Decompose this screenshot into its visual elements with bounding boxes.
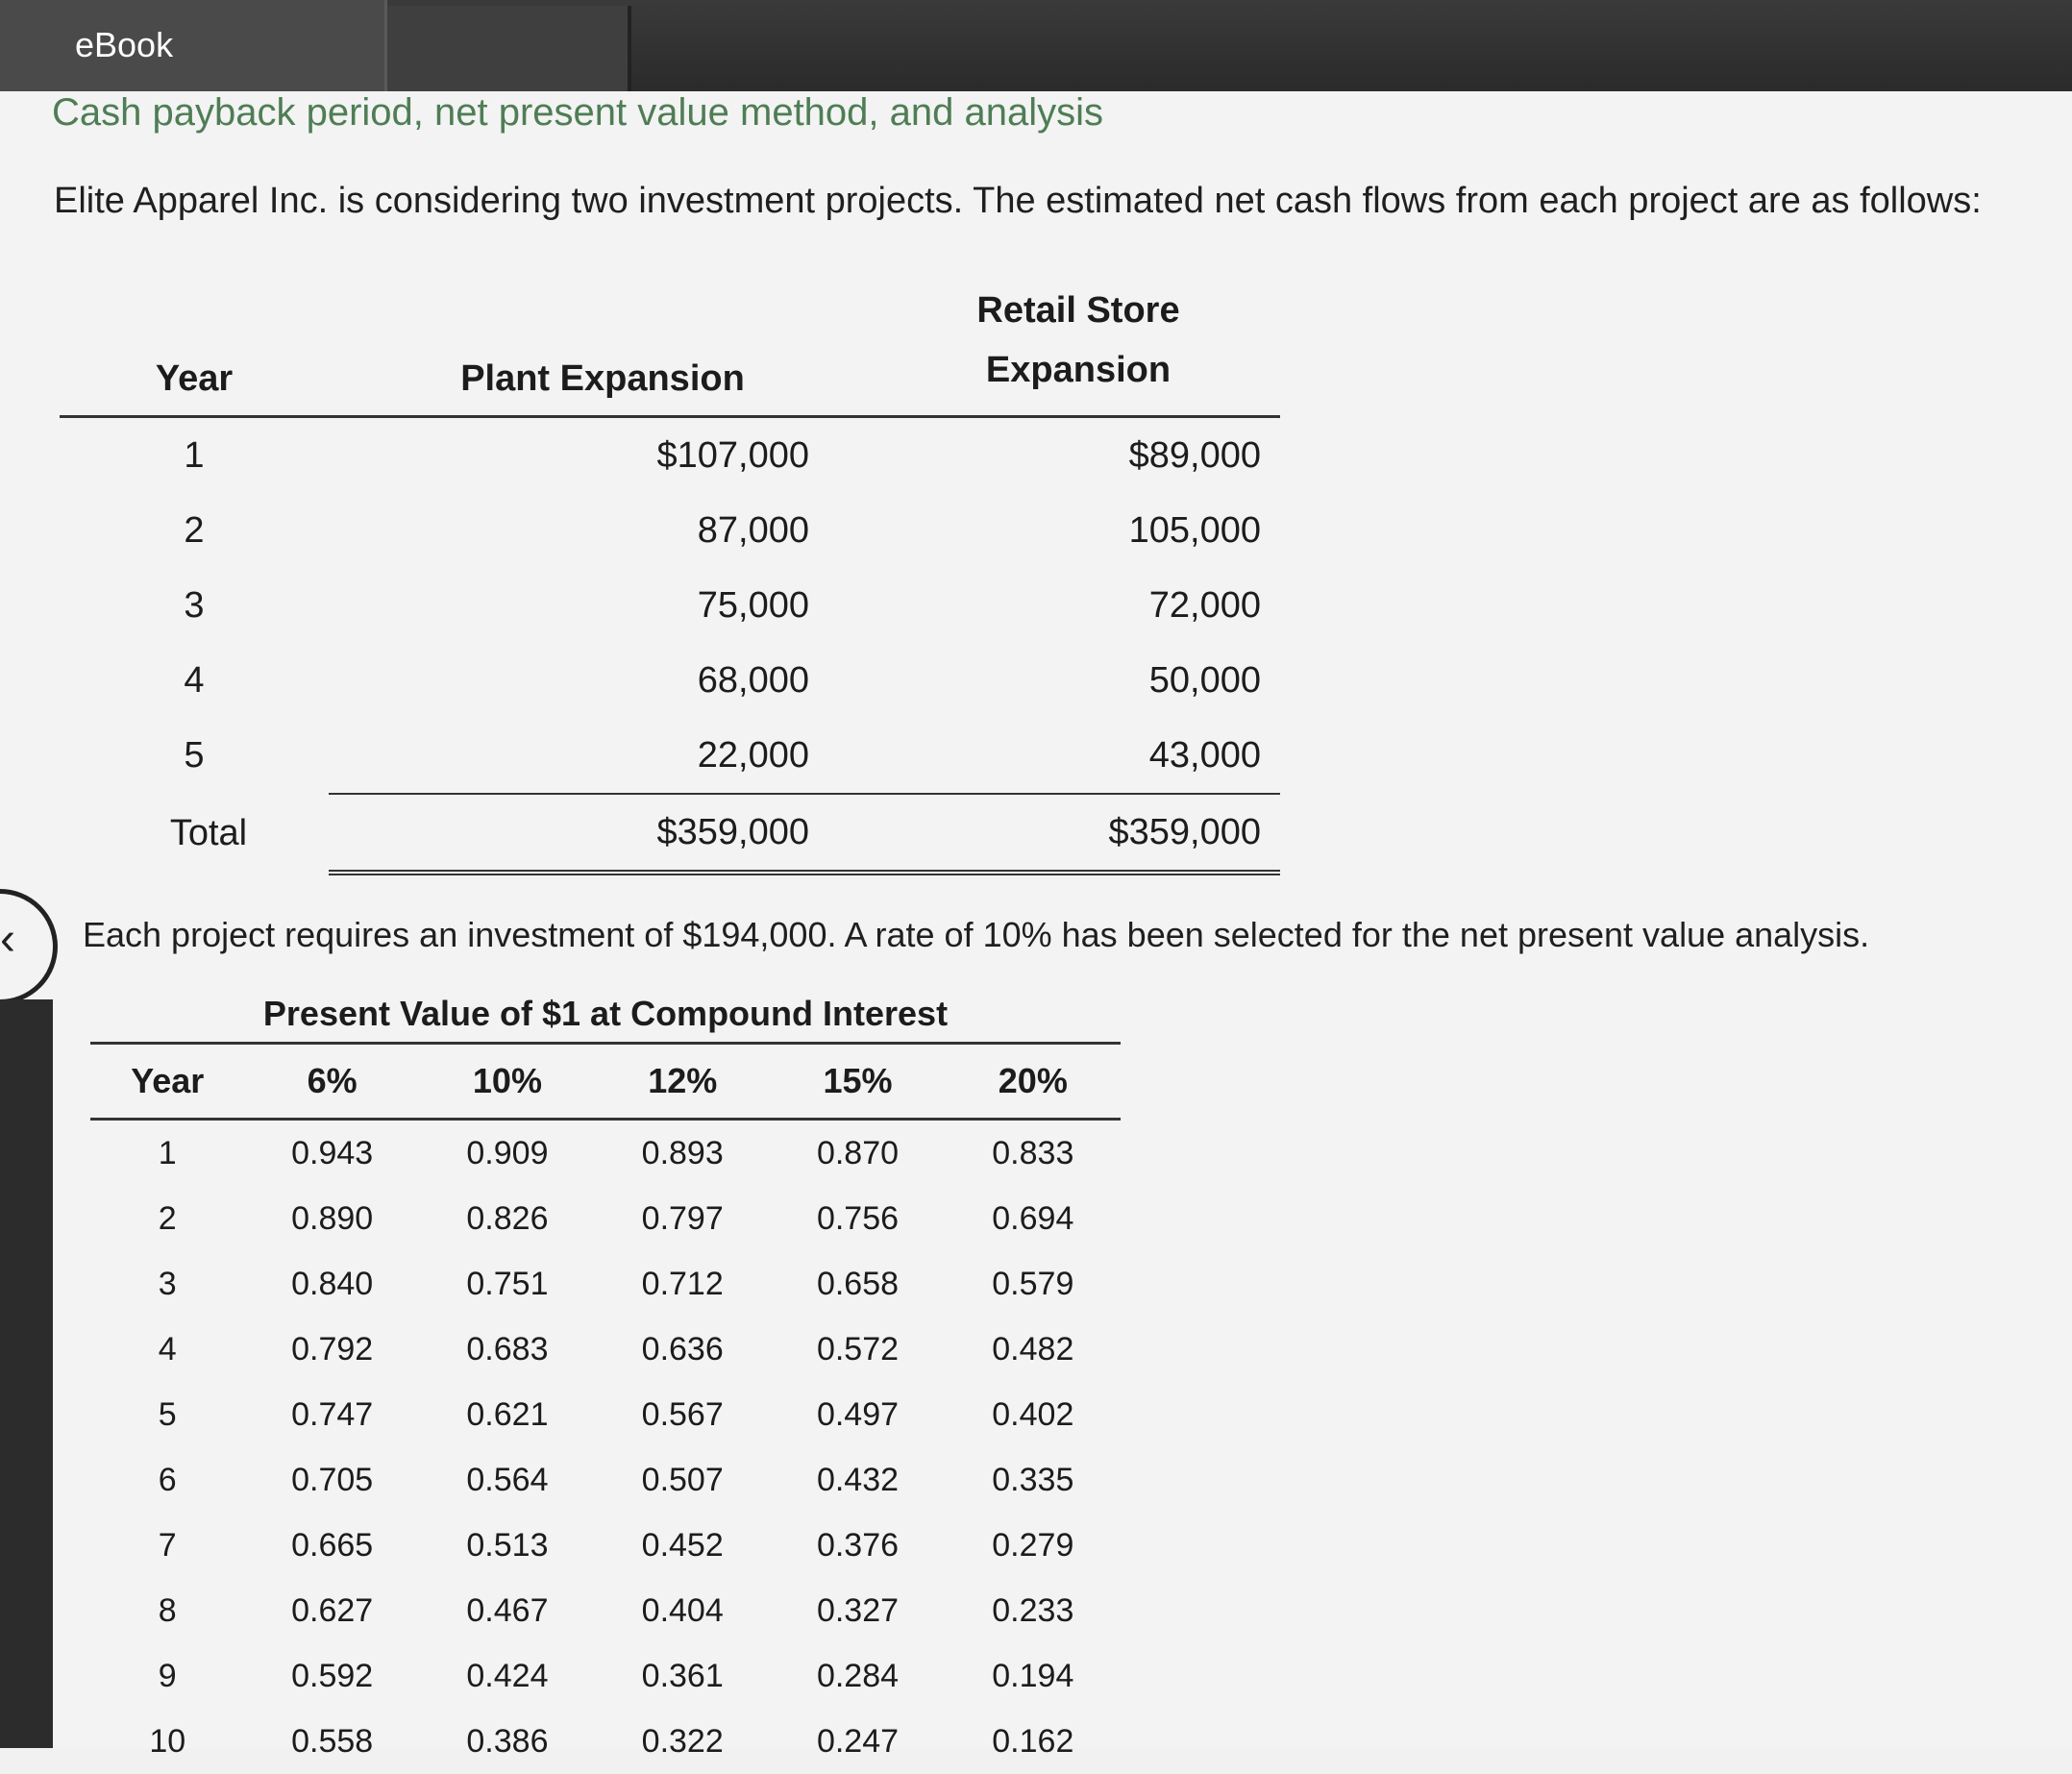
pv-year-cell: 5 <box>158 1395 177 1433</box>
pv-factor-cell: 0.683 <box>466 1330 549 1367</box>
retail-store-expansion-header <box>876 281 1280 417</box>
year-cell: 1 <box>184 434 205 476</box>
plant-expansion-header: Plant Expansion <box>329 281 876 417</box>
total-row <box>60 794 1280 873</box>
pv-factor-cell: 0.432 <box>816 1461 900 1498</box>
problem-intro: Elite Apparel Inc. is considering two investment projects. The estimated net cash flows from each project are as follows: <box>54 181 1982 221</box>
pv-factor-cell: 0.572 <box>816 1330 900 1367</box>
problem-title: Cash payback period, net present value method, and analysis <box>52 91 1104 134</box>
pv-factor-cell: 0.467 <box>466 1591 549 1629</box>
pv-factor-cell: 0.402 <box>992 1395 1074 1433</box>
pv-factor-cell: 0.279 <box>992 1526 1074 1564</box>
pv-factor-cell: 0.482 <box>992 1330 1074 1367</box>
pv-header-15: 15% <box>770 1045 945 1120</box>
left-edge-panel <box>0 999 53 1748</box>
table-row <box>90 1643 1121 1709</box>
pv-year-cell: 10 <box>149 1722 186 1760</box>
year-cell: 5 <box>184 735 205 776</box>
table-row <box>90 1382 1121 1447</box>
plant-cell: 75,000 <box>697 584 809 626</box>
present-value-table-title: Present Value of $1 at Compound Interest <box>90 994 1121 1045</box>
pv-factor-cell: 0.694 <box>992 1199 1074 1237</box>
pv-year-cell: 4 <box>158 1330 177 1367</box>
pv-header-20: 20% <box>946 1045 1121 1120</box>
pv-factor-cell: 0.233 <box>992 1591 1074 1629</box>
table-row <box>90 1447 1121 1513</box>
pv-year-cell: 3 <box>158 1265 177 1302</box>
pv-factor-cell: 0.361 <box>641 1657 724 1694</box>
pv-factor-cell: 0.792 <box>291 1330 374 1367</box>
pv-factor-cell: 0.658 <box>816 1265 900 1302</box>
pv-factor-cell: 0.705 <box>291 1461 374 1498</box>
pv-factor-cell: 0.621 <box>466 1395 549 1433</box>
plant-total: $359,000 <box>329 794 876 873</box>
ebook-tab[interactable] <box>0 0 387 98</box>
pv-factor-cell: 0.327 <box>816 1591 900 1629</box>
pv-year-cell: 9 <box>158 1657 177 1694</box>
table-row <box>60 417 1280 494</box>
year-cell: 4 <box>184 659 205 701</box>
plant-cell: $107,000 <box>656 434 809 476</box>
ebook-tab-label: eBook <box>75 25 174 64</box>
retail-total: $359,000 <box>876 794 1280 873</box>
pv-factor-cell: 0.797 <box>641 1199 724 1237</box>
plant-cell: 87,000 <box>697 509 809 551</box>
present-value-table <box>90 1045 1121 1774</box>
pv-factor-cell: 0.194 <box>992 1657 1074 1694</box>
pv-header-row <box>90 1045 1121 1120</box>
pv-factor-cell: 0.943 <box>291 1134 374 1171</box>
pv-factor-cell: 0.386 <box>466 1722 549 1760</box>
pv-factor-cell: 0.497 <box>816 1395 900 1433</box>
pv-factor-cell: 0.335 <box>992 1461 1074 1498</box>
pv-factor-cell: 0.756 <box>816 1199 900 1237</box>
pv-factor-cell: 0.833 <box>992 1134 1074 1171</box>
pv-factor-cell: 0.636 <box>641 1330 724 1367</box>
pv-factor-cell: 0.376 <box>816 1526 900 1564</box>
pv-factor-cell: 0.840 <box>291 1265 374 1302</box>
table-row <box>90 1186 1121 1251</box>
plant-cell: 22,000 <box>329 718 876 794</box>
table-row <box>60 718 1280 794</box>
pv-factor-cell: 0.712 <box>641 1265 724 1302</box>
pv-factor-cell: 0.890 <box>291 1199 374 1237</box>
pv-factor-cell: 0.404 <box>641 1591 724 1629</box>
pv-factor-cell: 0.893 <box>641 1134 724 1171</box>
pv-year-cell: 6 <box>158 1461 177 1498</box>
table-row <box>90 1709 1121 1774</box>
pv-year-cell: 7 <box>158 1526 177 1564</box>
year-cell: 2 <box>184 509 205 551</box>
pv-factor-cell: 0.665 <box>291 1526 374 1564</box>
pv-factor-cell: 0.162 <box>992 1722 1074 1760</box>
table-row <box>90 1120 1121 1187</box>
pv-factor-cell: 0.579 <box>992 1265 1074 1302</box>
pv-factor-cell: 0.513 <box>466 1526 549 1564</box>
retail-cell: $89,000 <box>1128 434 1261 476</box>
retail-cell: 72,000 <box>1148 584 1261 626</box>
retail-cell: 43,000 <box>876 718 1280 794</box>
pv-factor-cell: 0.507 <box>641 1461 724 1498</box>
pv-factor-cell: 0.747 <box>291 1395 374 1433</box>
table-row <box>90 1317 1121 1382</box>
year-header: Year <box>60 281 329 417</box>
pv-header-year: Year <box>90 1045 245 1120</box>
cash-flow-table <box>60 281 1280 875</box>
pv-factor-cell: 0.247 <box>816 1722 900 1760</box>
chevron-left-icon[interactable]: ‹ <box>0 914 15 965</box>
pv-factor-cell: 0.567 <box>641 1395 724 1433</box>
retail-header-line2: Expansion <box>985 350 1172 390</box>
present-value-table-section <box>90 994 1121 1774</box>
pv-header-10: 10% <box>420 1045 595 1120</box>
pv-factor-cell: 0.826 <box>466 1199 549 1237</box>
retail-cell: 105,000 <box>1128 509 1261 551</box>
table-row <box>60 568 1280 643</box>
table-row <box>90 1578 1121 1643</box>
pv-year-cell: 1 <box>158 1134 177 1171</box>
table-row <box>90 1513 1121 1578</box>
pv-header-12: 12% <box>595 1045 770 1120</box>
table-row <box>60 643 1280 718</box>
retail-header-line1: Retail Store <box>976 290 1180 331</box>
plant-cell: 68,000 <box>697 659 809 701</box>
pv-year-cell: 8 <box>158 1591 177 1629</box>
investment-requirement-note: Each project requires an investment of $194,000. A rate of 10% has been selected for the net present value analysis. <box>83 915 1870 954</box>
pv-year-cell: 2 <box>158 1199 177 1237</box>
pv-factor-cell: 0.284 <box>816 1657 900 1694</box>
table-row <box>60 493 1280 568</box>
pv-header-6: 6% <box>245 1045 420 1120</box>
pv-factor-cell: 0.870 <box>816 1134 900 1171</box>
year-cell: 3 <box>184 584 205 626</box>
pv-factor-cell: 0.452 <box>641 1526 724 1564</box>
pv-factor-cell: 0.424 <box>466 1657 549 1694</box>
pv-factor-cell: 0.564 <box>466 1461 549 1498</box>
pv-factor-cell: 0.627 <box>291 1591 374 1629</box>
pv-factor-cell: 0.558 <box>291 1722 374 1760</box>
pv-factor-cell: 0.751 <box>466 1265 549 1302</box>
pv-factor-cell: 0.322 <box>641 1722 724 1760</box>
secondary-tab[interactable] <box>387 6 631 98</box>
cash-flow-header-row <box>60 281 1280 417</box>
pv-factor-cell: 0.909 <box>466 1134 549 1171</box>
table-row <box>90 1251 1121 1317</box>
pv-factor-cell: 0.592 <box>291 1657 374 1694</box>
retail-cell: 50,000 <box>1148 659 1261 701</box>
total-label: Total <box>169 812 248 853</box>
